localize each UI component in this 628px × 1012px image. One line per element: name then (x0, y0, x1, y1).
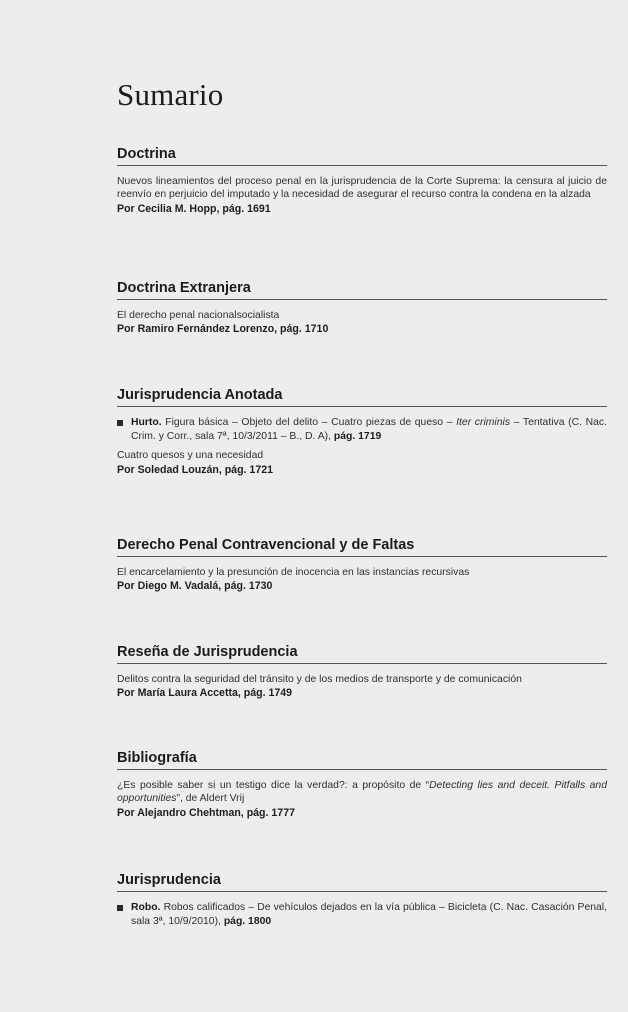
entry-text-end: ”, de Aldert Vrij (176, 793, 245, 805)
section-jurisprudencia-anotada (117, 387, 607, 477)
bullet-lead: Hurto. (131, 417, 162, 428)
section-bibliografia (117, 750, 607, 820)
section-heading: Doctrina (117, 146, 607, 166)
entry-text: El derecho penal nacionalsocialista (117, 310, 280, 321)
bullet-text-continued: – Tentativa (C. Nac. Crim. y Corr., sala 7ª, 10/3/2011 – B., D. A), (131, 417, 607, 442)
entry-text: Nuevos lineamientos del proceso penal en la jurisprudencia de la Corte Suprema: la censura al juicio de reenvío en perjuicio del imputado y la necesidad de asegurar el recurso contra la condena en la alzada (117, 176, 607, 201)
entry-text-start: ¿Es posible saber si un testigo dice la verdad?: a propósito de “ (117, 780, 430, 791)
bullet-text: Robos calificados – De vehículos dejados en la vía pública – Bicicleta (C. Nac. Casación Penal, sala 3ª, 10/9/2010), (131, 902, 608, 927)
entry-text: El encarcelamiento y la presunción de inocencia en las instancias recursivas (117, 567, 470, 578)
page-title: Sumario (117, 76, 224, 112)
entry-author: Por Alejandro Chehtman, pág. 1777 (117, 806, 295, 819)
entry-author: Por Ramiro Fernández Lorenzo, pág. 1710 (117, 323, 329, 336)
bullet-italic: Iter criminis (456, 417, 511, 428)
section-doctrina (117, 146, 607, 216)
book-title: Detecting lies and deceit. Pitfalls and opportunities (117, 780, 607, 805)
entry-text (117, 779, 607, 806)
bullet-text: Figura básica – Objeto del delito – Cuatro piezas de queso – (165, 417, 453, 428)
entry-author: Por Cecilia M. Hopp, pág. 1691 (117, 202, 271, 215)
list-item (117, 901, 607, 928)
bullet-lead: Robo. (131, 902, 161, 913)
entry-text: Delitos contra la seguridad del tránsito y de los medios de transporte y de comunicación (117, 674, 522, 685)
section-resena-jurisprudencia (117, 644, 607, 700)
entry-author: Por Soledad Louzán, pág. 1721 (117, 463, 273, 476)
list-item (117, 416, 607, 443)
square-bullet-icon (117, 905, 123, 911)
entry-author: Por Diego M. Vadalá, pág. 1730 (117, 580, 273, 593)
bullet-page: pág. 1719 (333, 430, 382, 442)
section-doctrina-extranjera (117, 280, 607, 336)
section-derecho-penal-contravencional (117, 537, 607, 593)
square-bullet-icon (117, 420, 123, 426)
section-jurisprudencia (117, 872, 607, 934)
entry-text: Cuatro quesos y una necesidad (117, 450, 264, 462)
section-heading: Doctrina Extranjera (117, 280, 607, 300)
entry-author: Por María Laura Accetta, pág. 1749 (117, 687, 293, 700)
section-heading: Reseña de Jurisprudencia (117, 644, 607, 664)
section-heading: Jurisprudencia (117, 872, 607, 892)
section-heading: Bibliografía (117, 750, 607, 770)
bullet-page: pág. 1800 (223, 915, 272, 927)
section-heading: Derecho Penal Contravencional y de Faltas (117, 537, 607, 557)
section-heading: Jurisprudencia Anotada (117, 387, 607, 407)
